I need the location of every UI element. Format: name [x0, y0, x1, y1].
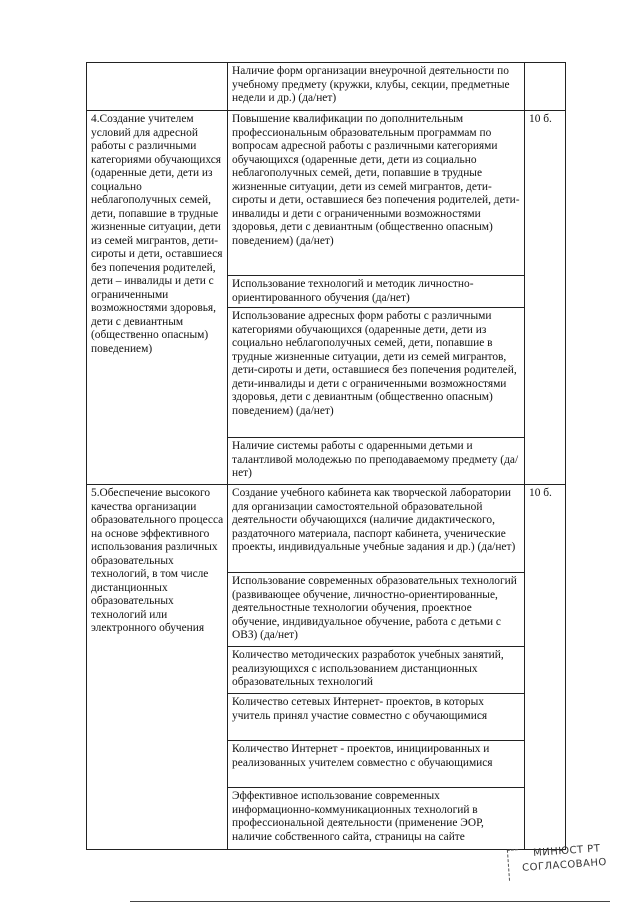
points-cell-empty	[525, 63, 566, 111]
indicator-cell: Количество сетевых Интернет- проектов, в которых учитель принял участие совместно с обучающимися	[228, 694, 525, 741]
table-row	[87, 111, 566, 276]
criteria-table	[86, 62, 566, 850]
indicator-cell: Количество Интернет - проектов, инициированных и реализованных учителем совместно с обучающимися	[228, 741, 525, 788]
indicator-cell: Наличие форм организации внеурочной деятельности по учебному предмету (кружки, клубы, секции, предметные недели и др.) (да/нет)	[228, 63, 525, 111]
indicator-cell: Эффективное использование современных информационно-коммуникационных технологий в профессиональной деятельности (применение ЭОР, наличие собственного сайта, страницы на сайте	[228, 788, 525, 850]
indicator-cell: Количество методических разработок учебных занятий, реализующихся с использованием дистанционных образовательных технологий	[228, 647, 525, 694]
approval-stamp	[507, 842, 619, 886]
stamp-bracket	[507, 849, 520, 881]
points-cell-4: 10 б.	[525, 111, 566, 485]
table-row	[87, 485, 566, 573]
indicator-cell: Использование современных образовательных технологий (развивающее обучение, личностно-ориентированные, деятельностные технологии обучения, проектное обучение, индивидуальное обучение, работа с детьми с ОВЗ) (да/нет)	[228, 573, 525, 647]
criterion-cell-4: 4.Создание учителем условий для адресной работы с различными категориями обучающихся (одаренные дети, дети из социально неблагополучных семей, дети, попавшие в трудные жизненные ситуации, дети из семей мигрантов, дети-сироты и дети, оставшиеся без попечения родителей, дети – инвалиды и дети с ограниченными возможностями здоровья, дети с девиантным (общественно опасным) поведением)	[87, 111, 228, 485]
criterion-cell-empty	[87, 63, 228, 111]
indicator-cell: Использование технологий и методик личностно-ориентированного обучения (да/нет)	[228, 276, 525, 308]
stamp-line-1: МИНЮСТ РТ	[532, 843, 601, 860]
indicator-cell: Использование адресных форм работы с различными категориями обучающихся (одаренные дети, дети из социально неблагополучных семей, дети, попавшие в трудные жизненные ситуации, дети из семей мигрантов, дети-сироты и дети, оставшиеся без попечения родителей, дети-инвалиды и дети с ограниченными возможностями здоровья, дети с девиантным (общественно опасным) поведением) (да/нет)	[228, 308, 525, 438]
indicator-cell: Создание учебного кабинета как творческой лаборатории для организации самостоятельной образовательной деятельности обучающихся (наличие дидактического, раздаточного материала, паспорт кабинета, ученические проекты, индивидуальные учебные задания и др.) (да/нет)	[228, 485, 525, 573]
indicator-cell: Повышение квалификации по дополнительным профессиональным образовательным программам по вопросам адресной работы с различными категориями обучающихся (одаренные дети, дети из социально неблагополучных семей, дети, попавшие в трудные жизненные ситуации, дети из семей мигрантов, дети-сироты и дети, оставшиеся без попечения родителей, дети-инвалиды и дети с ограниченными возможностями здоровья, дети с девиантным (общественно опасным) поведением) (да/нет)	[228, 111, 525, 276]
indicator-cell: Наличие системы работы с одаренными детьми и талантливой молодежью по преподаваемому предмету (да/нет)	[228, 438, 525, 485]
stamp-line-2: СОГЛАСОВАНО	[521, 856, 608, 874]
table-row	[87, 63, 566, 111]
points-cell-5: 10 б.	[525, 485, 566, 850]
page-bottom-rule	[130, 901, 610, 902]
criterion-cell-5: 5.Обеспечение высокого качества организации образовательного процесса на основе эффективного использования различных образовательных технологий, в том числе дистанционных образовательных технологий или электронного обучения	[87, 485, 228, 850]
